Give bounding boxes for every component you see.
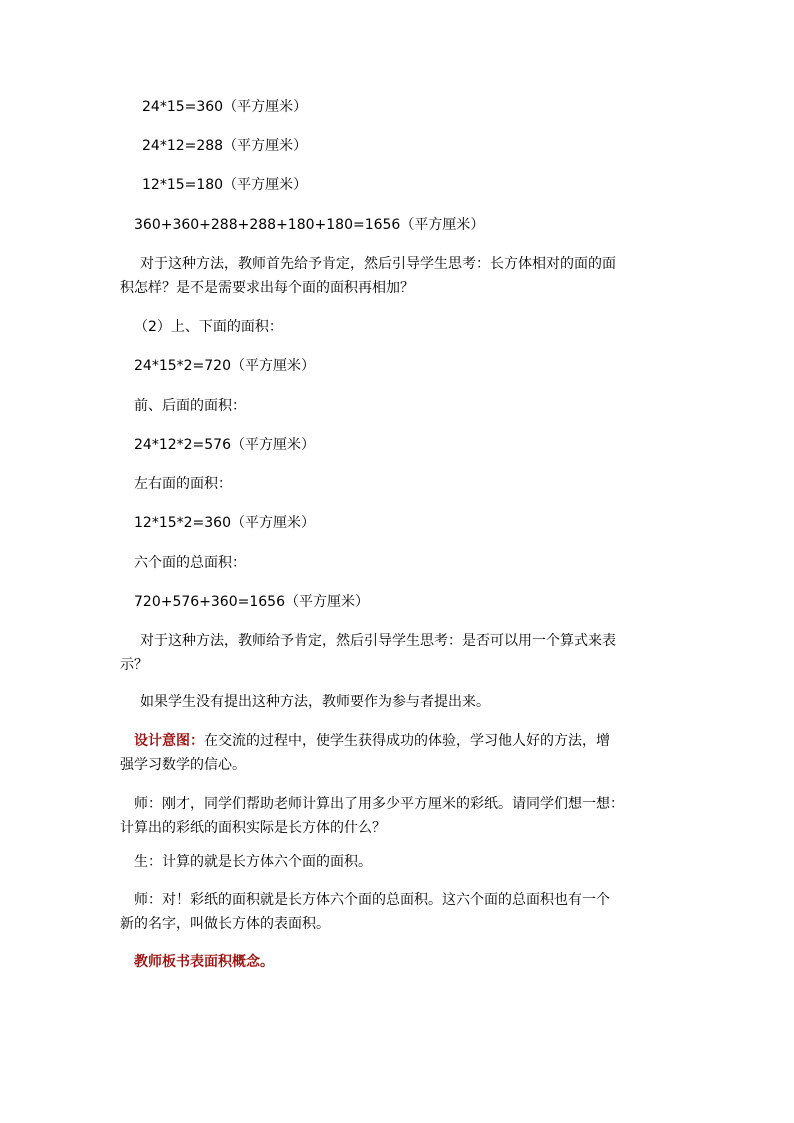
dialogue-3-line-b: 新的名字，叫做长方体的表面积。 bbox=[120, 916, 330, 932]
design-intent-line-b: 强学习数学的信心。 bbox=[120, 757, 246, 773]
dialogue-1-line-b: 计算出的彩纸的面积实际是长方体的什么？ bbox=[120, 820, 386, 836]
paragraph-2-line-a: 对于这种方法，教师给予肯定，然后引导学生思考：是否可以用一个算式来表 bbox=[140, 633, 616, 649]
design-intent-line-a bbox=[134, 729, 678, 753]
dialogue-3-line-a: 师：对！彩纸的面积就是长方体六个面的总面积。这六个面的总面积也有一个 bbox=[134, 892, 610, 908]
calc-top-bottom: 24*15*2=720（平方厘米） bbox=[134, 358, 315, 374]
calc-front-back: 24*12*2=576（平方厘米） bbox=[134, 437, 315, 453]
paragraph-1-line-b: 积怎样？是不是需要求出每个面的面积再相加？ bbox=[120, 280, 414, 296]
front-back-label: 前、后面的面积： bbox=[134, 398, 246, 414]
design-intent-label: 设计意图： bbox=[134, 733, 204, 749]
dialogue-2: 生：计算的就是长方体六个面的面积。 bbox=[134, 854, 372, 870]
calc-line-3: 12*15=180（平方厘米） bbox=[142, 177, 308, 193]
calc-left-right: 12*15*2=360（平方厘米） bbox=[134, 515, 315, 531]
method-2-heading: （2）上、下面的面积： bbox=[134, 319, 283, 335]
total-label: 六个面的总面积： bbox=[134, 555, 246, 571]
calc-line-4: 360+360+288+288+180+180=1656（平方厘米） bbox=[134, 217, 485, 233]
dialogue-1-line-a: 师：刚才，同学们帮助老师计算出了用多少平方厘米的彩纸。请同学们想一想： bbox=[134, 796, 624, 812]
left-right-label: 左右面的面积： bbox=[134, 476, 232, 492]
paragraph-2-line-b: 示？ bbox=[120, 657, 148, 673]
board-note: 教师板书表面积概念。 bbox=[134, 954, 274, 970]
calc-line-1: 24*15=360（平方厘米） bbox=[142, 99, 308, 115]
paragraph-1-line-a: 对于这种方法，教师首先给予肯定，然后引导学生思考：长方体相对的面的面 bbox=[140, 256, 616, 272]
calc-line-2: 24*12=288（平方厘米） bbox=[142, 138, 308, 154]
paragraph-3: 如果学生没有提出这种方法，教师要作为参与者提出来。 bbox=[140, 694, 490, 710]
calc-total: 720+576+360=1656（平方厘米） bbox=[134, 594, 369, 610]
design-intent-text: 在交流的过程中，使学生获得成功的体验，学习他人好的方法，增 bbox=[204, 733, 610, 749]
